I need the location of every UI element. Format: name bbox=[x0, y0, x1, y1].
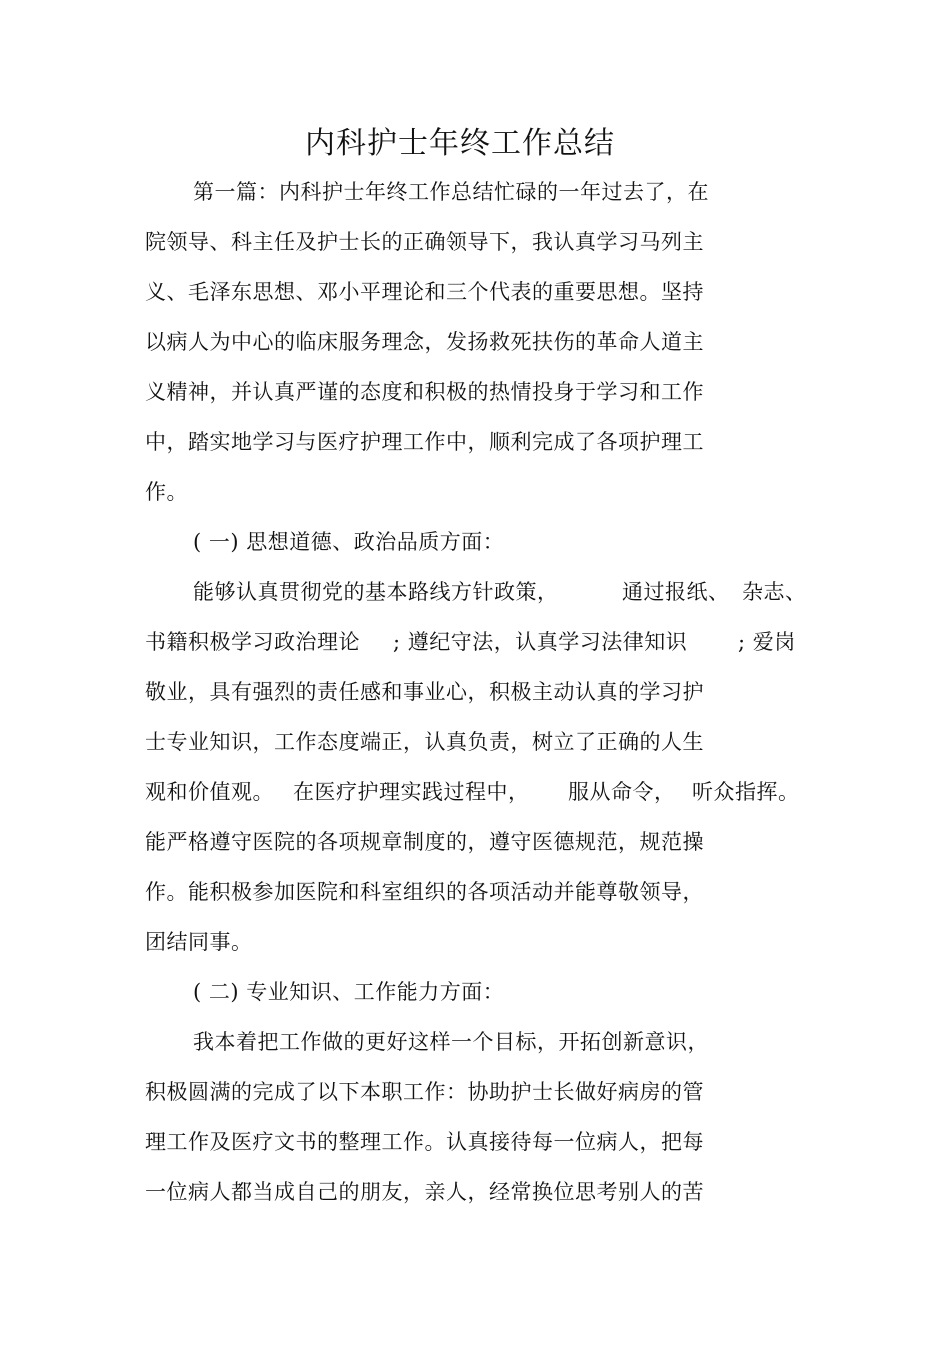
paragraph-line: 理工作及医疗文书的整理工作。认真接待每一位病人，把每 bbox=[145, 1130, 704, 1154]
paragraph-line: 作。 bbox=[145, 480, 188, 504]
paragraph-line bbox=[0, 577, 950, 607]
paragraph-line: 敬业，具有强烈的责任感和事业心，积极主动认真的学习护 bbox=[145, 680, 704, 704]
paragraph-line: 院领导、科主任及护士长的正确领导下，我认真学习马列主 bbox=[145, 230, 704, 254]
line-segment: 能够认真贯彻党的基本路线方针政策， bbox=[193, 580, 559, 604]
paragraph-line: 积极圆满的完成了以下本职工作：协助护士长做好病房的管 bbox=[145, 1080, 704, 1104]
paragraph-line: 士专业知识，工作态度端正，认真负责，树立了正确的人生 bbox=[145, 730, 704, 754]
paragraph-line: 以病人为中心的临床服务理念，发扬救死扶伤的革命人道主 bbox=[145, 330, 704, 354]
line-segment: ; 爱岗 bbox=[738, 630, 796, 654]
paragraph-line bbox=[0, 627, 950, 657]
paragraph-line: 一位病人都当成自己的朋友，亲人，经常换位思考别人的苦 bbox=[145, 1180, 704, 1204]
line-segment: 杂志、 bbox=[742, 580, 807, 604]
paragraph-line: 第一篇：内科护士年终工作总结忙碌的一年过去了，在 bbox=[193, 180, 709, 204]
line-segment: 服从命令， bbox=[568, 780, 676, 804]
paragraph-line: 义、毛泽东思想、邓小平理论和三个代表的重要思想。坚持 bbox=[145, 280, 704, 304]
paragraph-line: 团结同事。 bbox=[145, 930, 253, 954]
section-heading: ( 一) 思想道德、政治品质方面： bbox=[193, 530, 505, 554]
line-segment: 观和价值观。 bbox=[145, 780, 274, 804]
section-heading: ( 二) 专业知识、工作能力方面： bbox=[193, 980, 505, 1004]
paragraph-line: 中，踏实地学习与医疗护理工作中，顺利完成了各项护理工 bbox=[145, 430, 704, 454]
line-segment: 书籍积极学习政治理论 bbox=[145, 630, 360, 654]
paragraph-line bbox=[0, 777, 950, 807]
line-segment: 听众指挥。 bbox=[692, 780, 800, 804]
line-segment: 通过报纸、 bbox=[622, 580, 730, 604]
paragraph-line: 我本着把工作做的更好这样一个目标，开拓创新意识， bbox=[193, 1030, 709, 1054]
paragraph-line: 义精神，并认真严谨的态度和积极的热情投身于学习和工作 bbox=[145, 380, 704, 404]
paragraph-line: 作。能积极参加医院和科室组织的各项活动并能尊敬领导， bbox=[145, 880, 704, 904]
line-segment: 在医疗护理实践过程中， bbox=[293, 780, 530, 804]
document-title: 内科护士年终工作总结 bbox=[305, 126, 615, 161]
paragraph-line: 能严格遵守医院的各项规章制度的，遵守医德规范，规范操 bbox=[145, 830, 704, 854]
line-segment: ; 遵纪守法，认真学习法律知识 bbox=[393, 630, 688, 654]
